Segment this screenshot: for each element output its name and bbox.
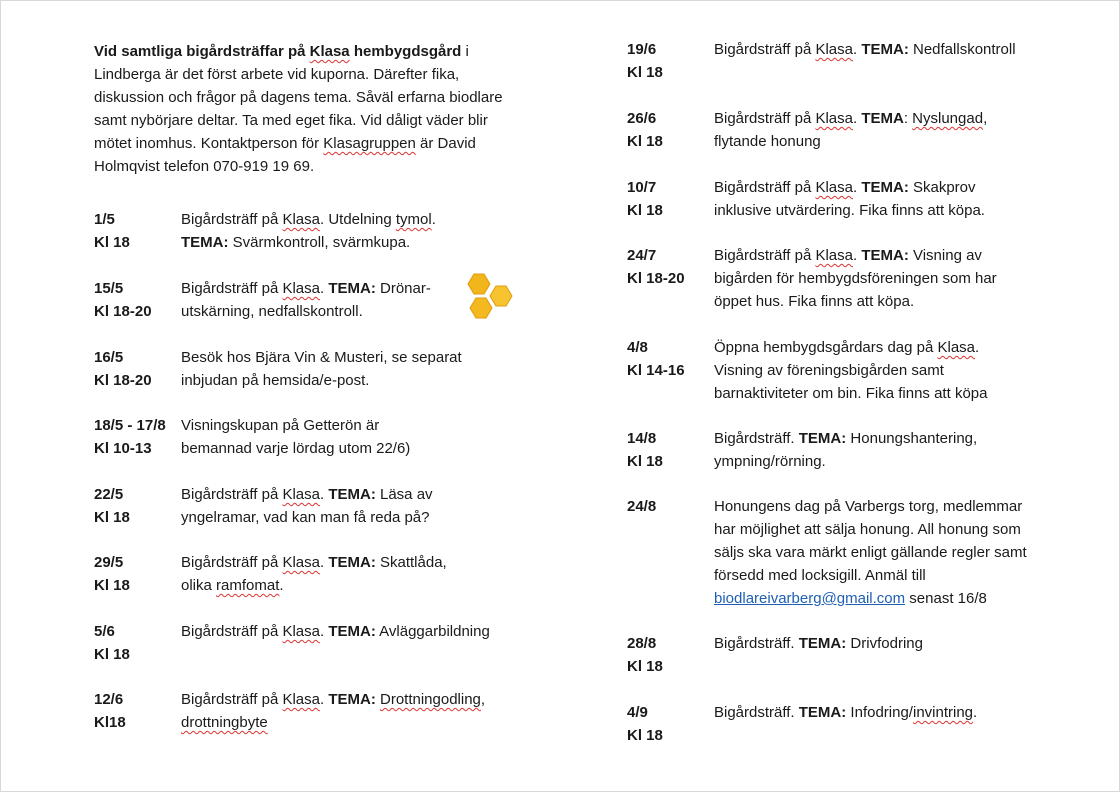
event-9 [627,38,1067,107]
desc-t: Visning av bigården för hembygdsföreningen som har öppet hus. Fika finns att köpa. [714,247,997,310]
desc-b: . [319,623,329,640]
event-description [714,244,1019,313]
event-description [714,38,1049,61]
desc-t: Svärmkontroll, svärmkupa. [228,234,411,251]
desc-klasa: Klasa [815,179,853,196]
desc-b: . [852,110,862,127]
desc-tema: TEMA: [798,704,847,721]
desc-klasa: Klasa [282,691,320,708]
event-8 [94,688,534,757]
event-16 [627,632,1067,701]
event-date [94,483,180,529]
desc-b: . [852,247,862,264]
event-date-time: Kl 18-20 [94,303,152,320]
desc-t: Drönar- utskärning, nedfallskontroll. [181,280,431,320]
event-12 [627,244,1067,336]
event-date-time: Kl 18 [94,577,130,594]
event-date [94,620,180,666]
event-date-day: 10/7 [627,179,657,196]
intro-text-a: i Lindberga är det först arbete vid kuporna. Därefter fika, diskussion och frågor på dagens tema. Såväl erfarna biodlare samt nybörjare deltar. Ta med eget fika. Vid dåligt väder blir mötet inomhus. Kontaktperson för [94,43,503,152]
desc-a: Bigårdsträff på [181,280,283,297]
desc-t: : [903,110,913,127]
event-description [181,208,521,254]
desc-a: Bigårdsträff på [181,623,283,640]
event-description [714,427,1004,473]
event-date [627,176,713,222]
desc-b: . [852,41,862,58]
event-description [181,620,521,643]
event-date-day: 4/8 [627,339,648,356]
desc-text: Visningskupan på Getterön är bemannad varje lördag utom 22/6) [181,417,411,457]
desc-a: Bigårdsträff. [714,430,799,447]
desc-a: Bigårdsträff på [181,486,283,503]
event-date [94,688,180,734]
event-date [94,277,180,323]
event-1 [94,208,534,277]
event-date [627,38,713,84]
intro-text-b: är David Holmqvist telefon 070-919 19 69. [94,135,476,175]
event-date [627,701,713,747]
event-17 [627,701,1067,770]
desc-tema: TEMA: [798,430,847,447]
event-date [627,107,713,153]
event-date-time: Kl 18-20 [627,270,685,287]
event-date [627,244,713,290]
desc-c: . [431,211,436,228]
intro-bold [94,43,461,60]
event-15 [627,495,1067,632]
desc-t: Nedfallskontroll [908,41,1016,58]
event-6 [94,551,534,620]
desc-t: Läsa av yngelramar, vad kan man få reda på? [181,486,433,526]
event-date-day: 12/6 [94,691,124,708]
desc-s: Drottningodling [380,691,481,708]
event-date-day: 16/5 [94,349,124,366]
event-description [714,336,1014,405]
desc-a: Bigårdsträff på [714,247,816,264]
event-description [181,483,451,529]
desc-b: . [319,554,329,571]
desc-a: Bigårdsträff på [714,179,816,196]
desc-tema: TEMA: [861,41,909,58]
desc-t: Honungshantering, ympning/rörning. [714,430,978,470]
desc-klasa: Klasa [815,110,853,127]
event-date-time: Kl 18 [94,509,130,526]
event-3 [94,346,534,414]
event-date-day: 22/5 [94,486,124,503]
desc-b: . Utdelning [319,211,396,228]
event-date-day: 24/8 [627,498,657,515]
desc-a: Honungens dag på Varbergs torg, medlemmar har möjlighet att sälja honung. All honung som säljs ska vara märkt enligt gällande regler samt försedd med locksigill. Anmäl till [714,498,1027,584]
desc-klasa: Klasa [282,280,320,297]
event-date-time: Kl 18 [94,646,130,663]
event-date [627,632,713,678]
event-description [181,688,511,734]
event-date [627,336,713,382]
desc-s: invintring [912,704,974,721]
event-date-day: 28/8 [627,635,657,652]
desc-klasa: Klasa [282,554,320,571]
event-description [714,701,1049,724]
event-date-time: Kl 14-16 [627,362,685,379]
desc-a: Bigårdsträff på [714,41,816,58]
desc-klasa: Klasa [937,339,976,356]
desc-a: Bigårdsträff. [714,635,799,652]
event-date-day: 1/5 [94,211,115,228]
event-date-day: 19/6 [627,41,657,58]
desc-a: Öppna hembygdsgårdars dag på [714,339,938,356]
email-link[interactable]: biodlareivarberg@gmail.com [714,590,906,607]
desc-tema: TEMA: [798,635,847,652]
event-description [181,277,443,323]
event-11 [627,176,1067,244]
desc-t: Infodring/ [846,704,913,721]
event-date-day: 26/6 [627,110,657,127]
event-date [94,414,180,460]
desc-a: Bigårdsträff på [714,110,816,127]
desc-tema: TEMA: [328,486,376,503]
event-14 [627,427,1067,495]
desc-tema: TEMA: [861,179,909,196]
intro-bold-a: Vid samtliga bigårdsträffar på [94,43,310,60]
event-date [94,208,180,254]
intro-bold-klasa: Klasa [309,43,350,60]
desc-klasa: Klasa [282,486,320,503]
desc-tema: TEMA: [181,234,229,251]
desc-s2: drottningbyte [181,714,268,731]
desc-text: Besök hos Bjära Vin & Musteri, se separat inbjudan på hemsida/e-post. [181,349,462,389]
desc-tema: TEMA: [328,554,376,571]
desc-s: tymol [395,211,432,228]
event-date-time: Kl 18 [627,453,663,470]
desc-b: . [852,179,862,196]
event-7 [94,620,534,688]
event-date [94,551,180,597]
event-description [714,176,1019,222]
desc-b: . [319,280,329,297]
event-date-time: Kl 18 [627,202,663,219]
event-date-day: 5/6 [94,623,115,640]
honeycomb-icon [462,270,520,326]
desc-a: Bigårdsträff. [714,704,799,721]
desc-c: . [279,577,284,594]
desc-c: . [973,704,978,721]
event-date-time: Kl 18 [627,658,663,675]
desc-a: Bigårdsträff på [181,211,283,228]
desc-s: Nyslungad [912,110,984,127]
event-date-day: 15/5 [94,280,124,297]
desc-tema: TEMA: [861,247,909,264]
event-date-time: Kl 18 [627,64,663,81]
event-date-day: 18/5 - 17/8 [94,417,166,434]
desc-t: Avläggarbildning [375,623,490,640]
intro-text-klasagruppen: Klasagruppen [323,135,416,152]
event-description [714,495,1044,610]
event-date-time: Kl 18 [627,133,663,150]
desc-s: ramfomat [216,577,280,594]
event-date-time: Kl 18 [94,234,130,251]
desc-c: senast 16/8 [905,590,987,607]
desc-tema: TEMA [861,110,904,127]
event-4 [94,414,534,483]
event-description [714,107,1004,153]
desc-tema: TEMA: [328,623,376,640]
desc-c: , flytande honung [714,110,988,150]
event-description [714,632,1049,655]
intro-bold-b: hembygdsgård [349,43,462,60]
desc-klasa: Klasa [815,41,853,58]
event-10 [627,107,1067,176]
event-date [627,427,713,473]
event-date-time: Kl18 [94,714,126,731]
desc-a: Bigårdsträff på [181,691,283,708]
right-column [627,38,1067,770]
desc-tema: TEMA: [328,691,376,708]
desc-t: Drivfodring [846,635,923,652]
event-date-time: Kl 18 [627,727,663,744]
event-date-day: 24/7 [627,247,657,264]
event-date-day: 29/5 [94,554,124,571]
desc-klasa: Klasa [282,623,320,640]
event-date-time: Kl 18-20 [94,372,152,389]
event-date-day: 4/9 [627,704,648,721]
event-date-day: 14/8 [627,430,657,447]
desc-a: Bigårdsträff på [181,554,283,571]
desc-b: . [319,486,329,503]
event-description [181,414,436,460]
desc-b: . Visning av föreningsbigården samt barnaktiviteter om bin. Fika finns att köpa [714,339,988,402]
desc-klasa: Klasa [815,247,853,264]
intro-paragraph [94,40,504,178]
desc-t: Skattlåda, olika [181,554,447,594]
desc-b: . [319,691,329,708]
desc-t: Skakprov inklusive utvärdering. Fika finns att köpa. [714,179,985,219]
event-13 [627,336,1067,427]
event-date [94,346,180,392]
desc-tema: TEMA: [328,280,376,297]
desc-klasa: Klasa [282,211,320,228]
event-date [627,495,713,518]
desc-c: , [480,691,486,708]
event-5 [94,483,534,551]
event-date-time: Kl 10-13 [94,440,152,457]
event-description [181,346,481,392]
event-description [181,551,466,597]
